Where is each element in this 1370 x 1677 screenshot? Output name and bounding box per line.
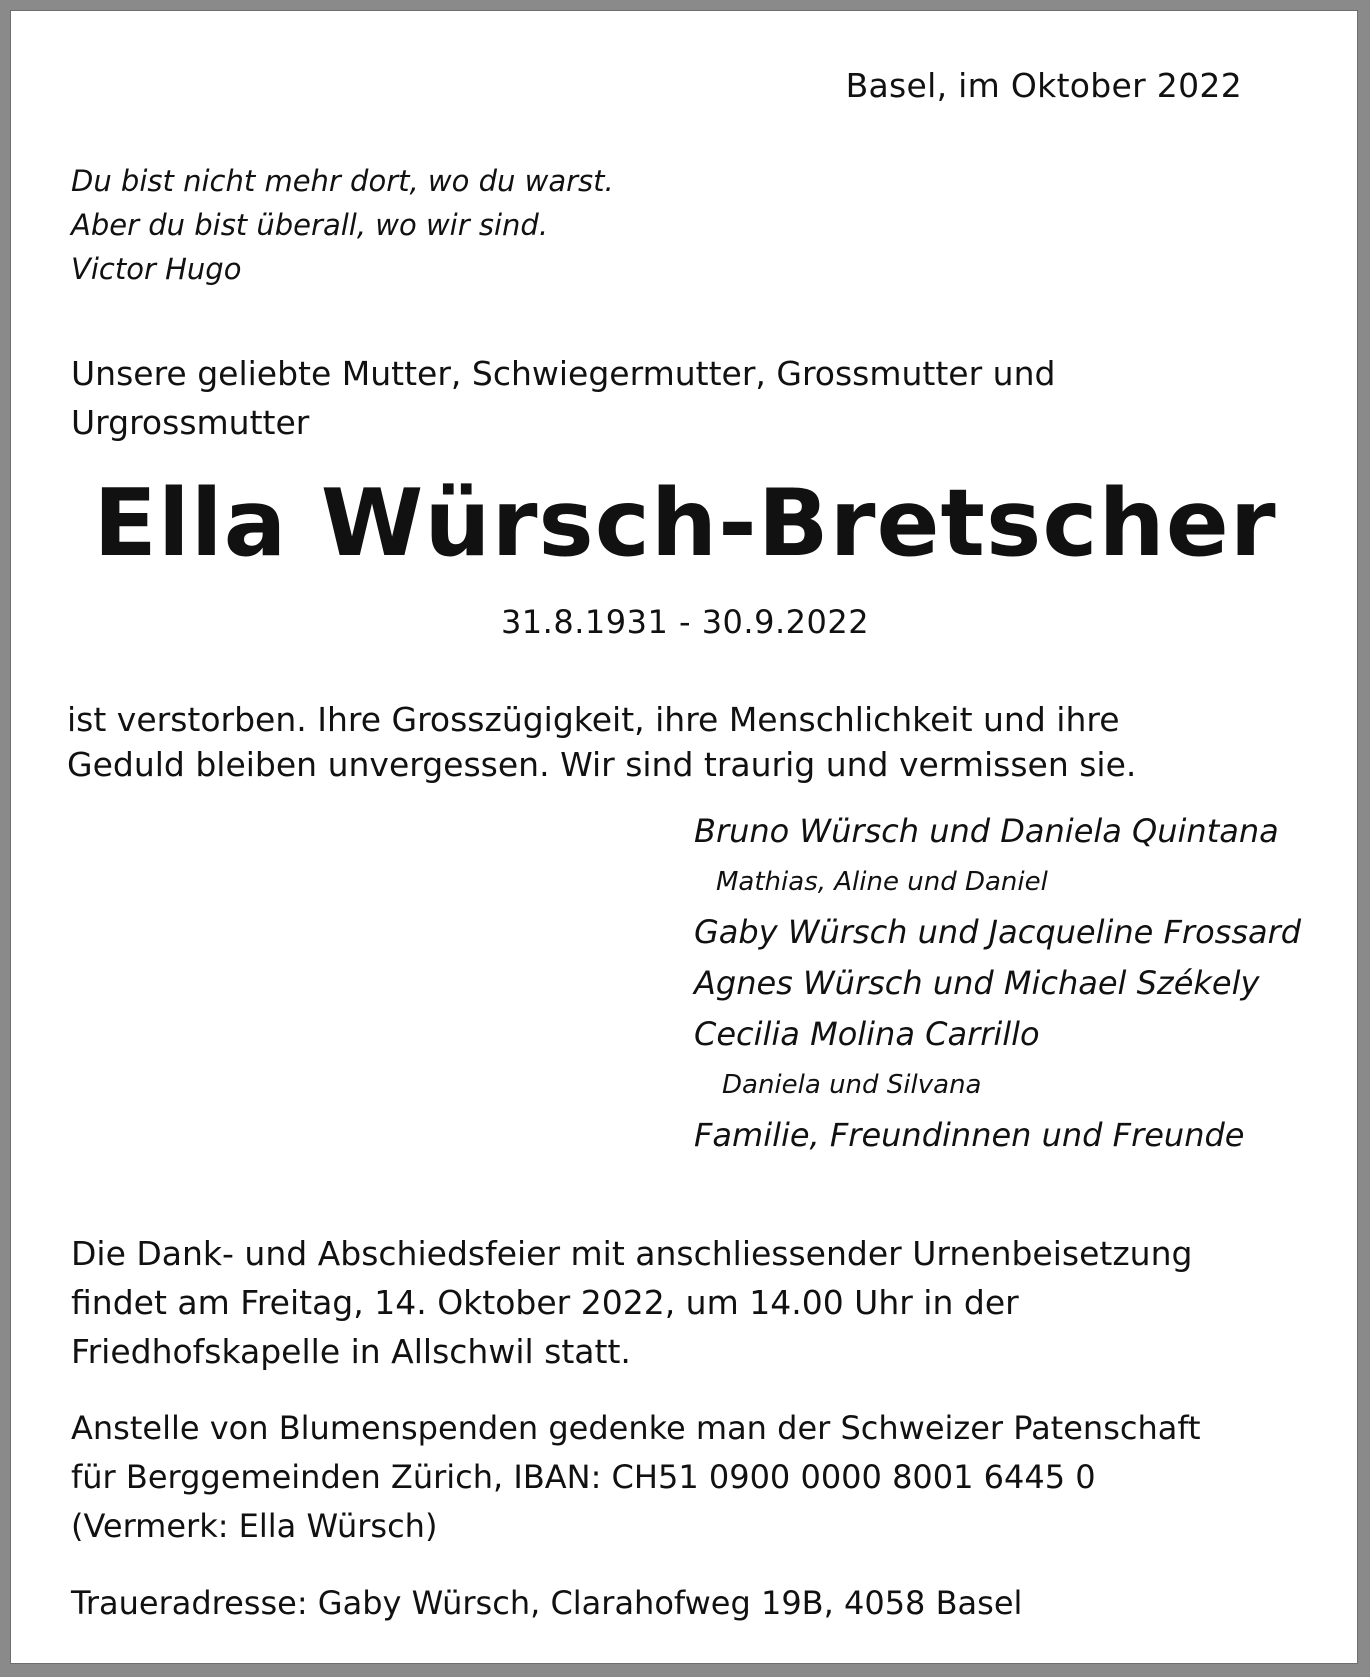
mourner-entry: Bruno Würsch und Daniela Quintana [694, 812, 1279, 850]
mourner-entry: Familie, Freundinnen und Freunde [694, 1116, 1245, 1154]
mourner-sub-entry: Daniela und Silvana [722, 1070, 982, 1100]
intro-line: Urgrossmutter [71, 403, 310, 442]
obituary-notice [10, 10, 1358, 1664]
mourner-entry: Cecilia Molina Carrillo [694, 1015, 1040, 1053]
tribute-line: ist verstorben. Ihre Grosszügigkeit, ihre Menschlichkeit und ihre [67, 700, 1120, 739]
mourners-list [694, 806, 1301, 1161]
donation-line: Anstelle von Blumenspenden gedenke man der Schweizer Patenschaft [71, 1409, 1201, 1447]
quote-line: Du bist nicht mehr dort, wo du warst. [71, 164, 614, 198]
quote-block [71, 159, 614, 291]
mourner-entry: Agnes Würsch und Michael Székely [694, 964, 1260, 1002]
mourning-address: Traueradresse: Gaby Würsch, Clarahofweg 19B, 4058 Basel [71, 1584, 1023, 1622]
tribute-text [67, 697, 1136, 787]
service-line: Friedhofskapelle in Allschwil statt. [71, 1332, 631, 1371]
intro-text [71, 349, 1055, 447]
mourner-sub-entry: Mathias, Aline und Daniel [716, 867, 1048, 897]
donation-info [71, 1404, 1201, 1551]
intro-line: Unsere geliebte Mutter, Schwiegermutter, Grossmutter und [71, 354, 1056, 393]
donation-line: für Berggemeinden Zürich, IBAN: CH51 0900 0000 8001 6445 0 [71, 1458, 1096, 1496]
mourner-entry: Gaby Würsch und Jacqueline Frossard [694, 913, 1302, 951]
service-line: findet am Freitag, 14. Oktober 2022, um 14.00 Uhr in der [71, 1283, 1019, 1322]
quote-line: Aber du bist überall, wo wir sind. [71, 208, 549, 242]
deceased-name: Ella Würsch-Bretscher [93, 469, 1277, 577]
quote-author: Victor Hugo [71, 252, 242, 286]
life-dates: 31.8.1931 - 30.9.2022 [500, 603, 870, 641]
donation-line: (Vermerk: Ella Würsch) [71, 1507, 438, 1545]
place-date: Basel, im Oktober 2022 [845, 66, 1242, 105]
service-line: Die Dank- und Abschiedsfeier mit anschliessender Urnenbeisetzung [71, 1234, 1193, 1273]
service-info [71, 1229, 1192, 1376]
tribute-line: Geduld bleiben unvergessen. Wir sind traurig und vermissen sie. [67, 745, 1137, 784]
